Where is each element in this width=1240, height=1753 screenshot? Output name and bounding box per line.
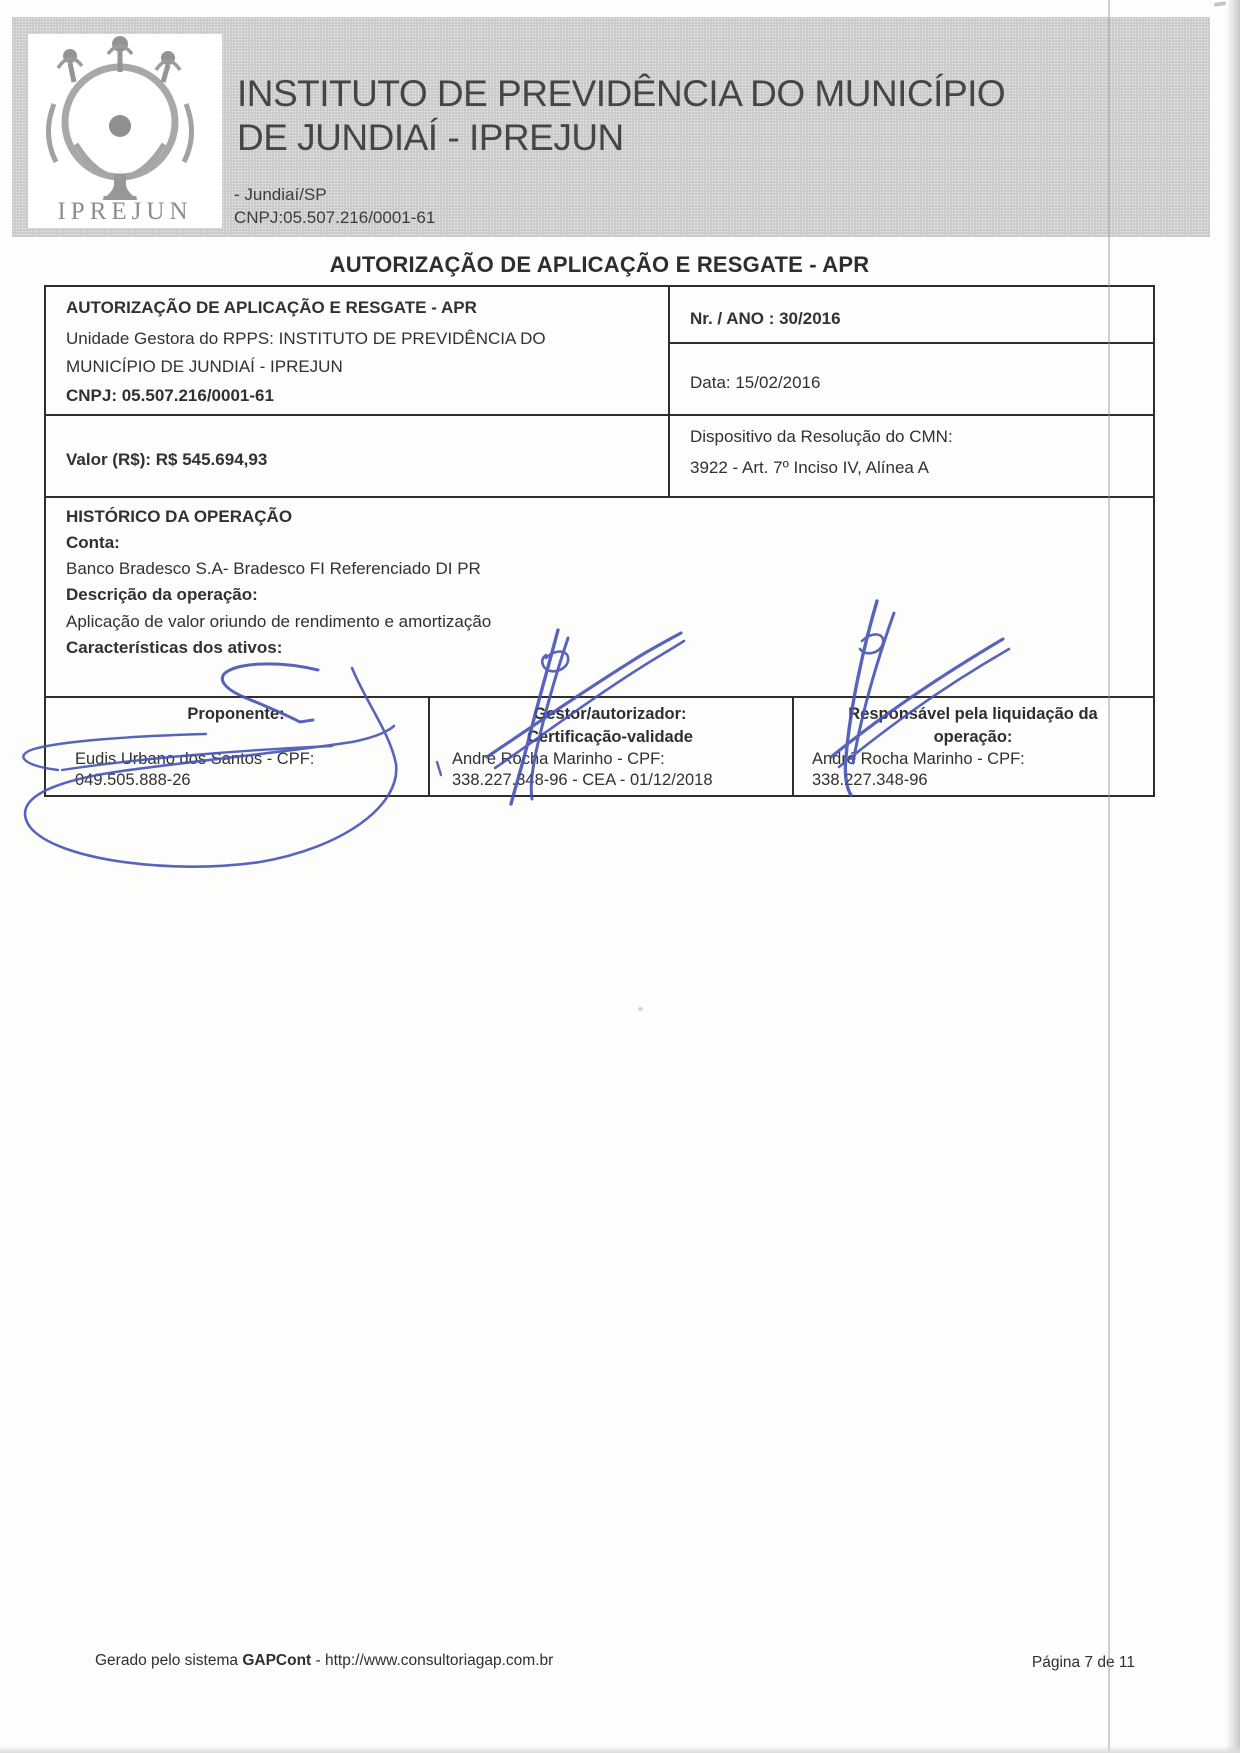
conta-label: Conta: — [66, 533, 120, 552]
descricao-label: Descrição da operação: — [66, 585, 258, 604]
document-title: AUTORIZAÇÃO DE APLICAÇÃO E RESGATE - APR — [329, 252, 870, 277]
nr-ano-field: Nr. / ANO : 30/2016 — [690, 309, 841, 328]
footer-generated-by — [95, 1652, 553, 1670]
sig-role-proponente: Proponente: — [187, 705, 285, 723]
org-name-line1: INSTITUTO DE PREVIDÊNCIA DO MUNICÍPIO — [237, 73, 1006, 114]
sig-role2-liquidacao: operação: — [933, 728, 1013, 746]
sig-role-liquidacao: Responsável pela liquidação da — [848, 705, 1098, 723]
table-hline-row1 — [44, 414, 1155, 416]
sig-name-liquidacao: André Rocha Marinho - CPF: — [812, 750, 1025, 768]
sig-cpf-gestor: 338.227.348-96 - CEA - 01/12/2018 — [452, 771, 713, 789]
scan-speck-middle — [638, 1007, 643, 1011]
header-cnpj: CNPJ:05.507.216/0001-61 — [234, 208, 436, 227]
org-name-line2: DE JUNDIAÍ - IPREJUN — [237, 117, 624, 158]
dispositivo-label: Dispositivo da Resolução do CMN: — [690, 427, 953, 446]
page-edge-right — [1226, 0, 1240, 1753]
table-vline-row12 — [668, 285, 670, 497]
sig-name-gestor: André Rocha Marinho - CPF: — [452, 750, 665, 768]
page-edge-bottom — [0, 1746, 1240, 1753]
sig-cpf-proponente: 049.505.888-26 — [75, 771, 191, 789]
caracteristicas-label: Características dos ativos: — [66, 638, 283, 657]
scan-fold-line — [1108, 0, 1110, 1753]
descricao-valor: Aplicação de valor oriundo de rendimento e amortização — [66, 612, 492, 631]
historico-title: HISTÓRICO DA OPERAÇÃO — [66, 507, 293, 526]
table-hline-row2 — [44, 496, 1155, 498]
sig-role-gestor: Gestor/autorizador: — [533, 705, 687, 723]
data-field: Data: 15/02/2016 — [690, 373, 821, 392]
logo-caption: IPREJUN — [57, 198, 193, 225]
iprejun-logo-icon — [28, 34, 222, 200]
table-hline-nrano — [668, 342, 1155, 344]
conta-valor: Banco Bradesco S.A- Bradesco FI Referenciado DI PR — [66, 559, 481, 578]
table-hline-row3 — [44, 696, 1155, 698]
header-city: - Jundiaí/SP — [234, 185, 327, 204]
footer-page-indicator: Página 7 de 11 — [1031, 1654, 1135, 1671]
valor-field: Valor (R$): R$ 545.694,93 — [66, 450, 268, 469]
footer-generated-suffix: - http://www.consultoriagap.com.br — [311, 1652, 554, 1669]
unidade-gestora-text: Unidade Gestora do RPPS: INSTITUTO DE PREVIDÊNCIA DO MUNICÍPIO DE JUNDIAÍ - IPREJUN — [66, 329, 546, 376]
scan-speck-top-right — [1214, 1, 1226, 7]
iprejun-logo — [28, 34, 222, 228]
sig-role2-gestor: Certificação-validade — [527, 728, 693, 746]
footer-generated-prefix: Gerado pelo sistema — [95, 1652, 243, 1669]
sig-name-proponente: Eudis Urbano dos Santos - CPF: — [75, 750, 315, 768]
sig-cpf-liquidacao: 338.227.348-96 — [812, 771, 928, 789]
cnpj-field: CNPJ: 05.507.216/0001-61 — [66, 386, 274, 405]
footer-system-name: GAPCont — [242, 1652, 312, 1669]
form-box-title: AUTORIZAÇÃO DE APLICAÇÃO E RESGATE - APR — [66, 298, 477, 317]
dispositivo-valor: 3922 - Art. 7º Inciso IV, Alínea A — [690, 458, 930, 477]
